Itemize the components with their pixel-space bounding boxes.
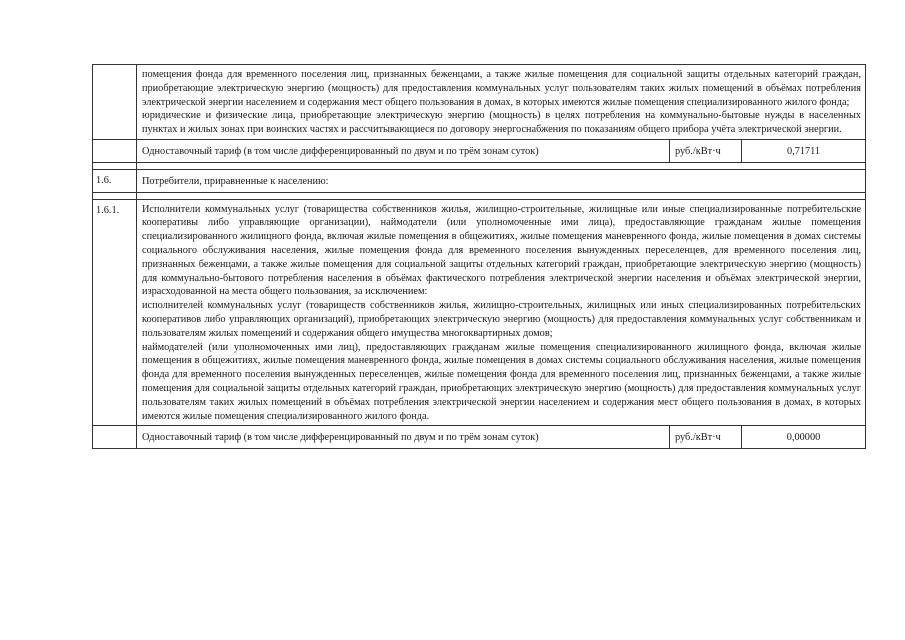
row-number: 1.6. (93, 169, 137, 192)
tariff-table (92, 64, 866, 449)
tariff-label: Одноставочный тариф (в том числе дифференцированный по двум и по трём зонам суток) (137, 426, 670, 449)
tariff-label: Одноставочный тариф (в том числе дифференцированный по двум и по трём зонам суток) (137, 139, 670, 162)
tariff-unit: руб./кВт·ч (670, 139, 742, 162)
tariff-value: 0,71711 (742, 139, 866, 162)
paragraph: помещения фонда для временного поселения лиц, признанных беженцами, а также жилые помещения для социальной защиты отдельных категорий граждан, приобретающие электрическую энергию (мощность) для предоставления коммунальных услуг пользователям таких жилых помещений в объёмах потребления электрической энергии населением и содержания мест общего пользования в домах, в которых имеются жилые помещения специализированного жилого фонда; (142, 69, 862, 108)
row-number-cell (93, 139, 137, 162)
description-cell (137, 199, 866, 426)
paragraph: Исполнители коммунальных услуг (товарищества собственников жилья, жилищно-строительные, жилищные или иные специализированные потребительские кооперативы либо управляющие организации), наймодатели (или уполномоченные ими лица), предоставляющие гражданам жилые помещения специализированного жилищного фонда, включая жилые помещения в общежитиях, жилые помещения маневренного фонда, жилые помещения в домах системы социального обслуживания населения, жилые помещения фонда для временного поселения вынужденных переселенцев, для временного поселения лиц, признанных беженцами, а также жилые помещения для социальной защиты отдельных категорий граждан, приобретающие электрическую энергию (мощность) для коммунально-бытового потребления населения в объёмах фактического потребления электрической энергии населения и объёмах электрической энергии, израсходованной на места общего пользования, за исключением: (142, 203, 862, 298)
paragraph: исполнителей коммунальных услуг (товариществ собственников жилья, жилищно-строительных, жилищных или иных специализированных потребительских кооперативов либо управляющих организаций), приобретающих электрическую энергию (мощность) для предоставления коммунальных услуг собственникам и пользователям жилых помещений и содержания общего имущества многоквартирных домов; (142, 300, 862, 339)
tariff-unit: руб./кВт·ч (670, 426, 742, 449)
table-row (93, 162, 866, 169)
row-number: 1.6.1. (93, 199, 137, 426)
table-row (93, 169, 866, 192)
empty-cell (137, 162, 866, 169)
table-row (93, 199, 866, 426)
table-row (93, 192, 866, 199)
paragraph: наймодателей (или уполномоченных ими лиц), предоставляющих гражданам жилые помещения специализированного жилищного фонда, включая жилые помещения в общежитиях, жилые помещения маневренного фонда, жилые помещения в домах системы социального обслуживания населения, жилые помещения фонда для временного поселения вынужденных переселенцев, жилые помещения фонда для временного поселения лиц, признанных беженцами, а также жилые помещения для социальной защиты отдельных категорий граждан, приобретающих электрическую энергию (мощность) для предоставления коммунальных услуг пользователям таких жилых помещений в объёмах потребления электрической энергии населением и содержания мест общего пользования в домах, в которых имеются жилые помещения специализированного жилого фонда. (142, 341, 862, 422)
tariff-row (93, 139, 866, 162)
description-cell (137, 65, 866, 140)
empty-cell (137, 192, 866, 199)
tariff-value: 0,00000 (742, 426, 866, 449)
table-row (93, 65, 866, 140)
row-number-cell (93, 65, 137, 140)
section-heading: Потребители, приравненные к населению: (137, 169, 866, 192)
row-number-cell (93, 426, 137, 449)
paragraph: юридические и физические лица, приобретающие электрическую энергию (мощность) в целях потребления на коммунально-бытовые нужды в населенных пунктах и жилых зонах при воинских частях и рассчитывающиеся по договору энергоснабжения по показаниям общего прибора учёта электрической энергии. (142, 110, 862, 136)
row-number-cell (93, 162, 137, 169)
row-number-cell (93, 192, 137, 199)
tariff-row (93, 426, 866, 449)
